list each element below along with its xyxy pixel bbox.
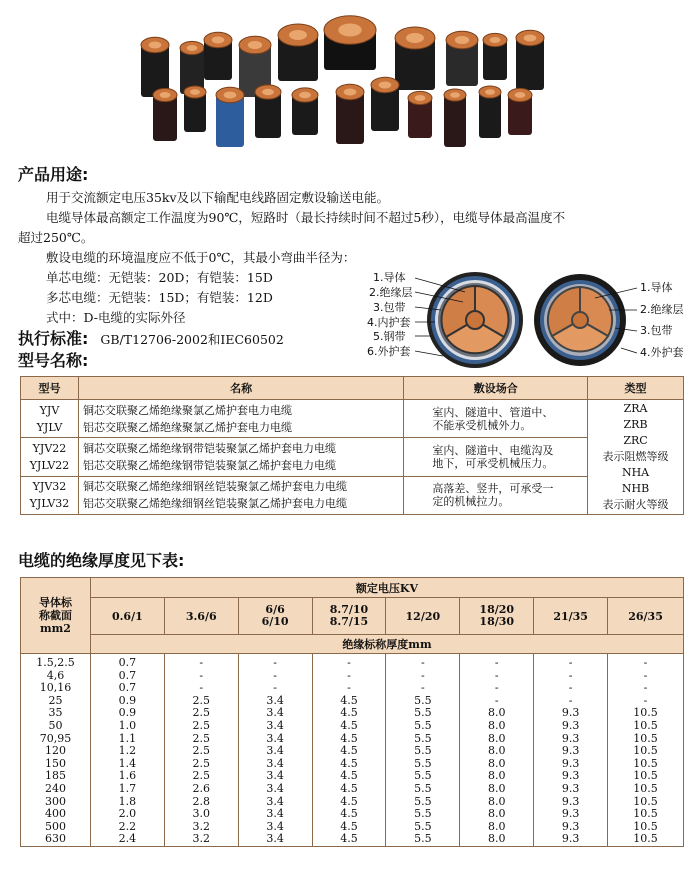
- thickness-cell: 9.3: [534, 821, 608, 834]
- section-cell: 10,16: [21, 682, 91, 695]
- cable-core: [415, 95, 426, 101]
- model-code: YJLV32: [29, 497, 70, 511]
- thickness-cell: 3.4: [238, 796, 312, 809]
- thickness-cell: 10.5: [608, 821, 684, 834]
- usage-line: 单芯电缆：无铠装：20D；有铠装：15D: [46, 270, 273, 285]
- thickness-cell: 8.0: [460, 808, 534, 821]
- section-cell: 400: [21, 808, 91, 821]
- thickness-cell: -: [534, 682, 608, 695]
- place-text: 不能承受机械外力。: [432, 418, 532, 432]
- thickness-cell: 1.2: [90, 745, 164, 758]
- table-row: [21, 783, 684, 796]
- table-row: [21, 682, 684, 695]
- thickness-cell: 3.4: [238, 821, 312, 834]
- thickness-cell: 4.5: [312, 833, 386, 846]
- model-cell: [21, 476, 79, 514]
- thickness-cell: 3.4: [238, 758, 312, 771]
- name-cell: [78, 438, 403, 476]
- usage-line: 用于交流额定电压35kv及以下输配电线路固定敷设输送电能。: [46, 190, 390, 205]
- section-cell: 50: [21, 720, 91, 733]
- type-code: ZRC: [623, 434, 648, 447]
- table-row: [21, 720, 684, 733]
- model-code: YJLV22: [29, 458, 70, 472]
- thickness-cell: 8.0: [460, 720, 534, 733]
- diagram-right-label: 2.绝缘层: [640, 303, 684, 316]
- diagram-right-label: 1.导体: [640, 281, 673, 294]
- section-cell: 120: [21, 745, 91, 758]
- thickness-cell: 3.4: [238, 695, 312, 708]
- thickness-cell: -: [608, 682, 684, 695]
- thickness-cell: 10.5: [608, 796, 684, 809]
- standard-label: 执行标准:: [18, 329, 89, 348]
- cable-core: [299, 92, 311, 99]
- section-cell: 300: [21, 796, 91, 809]
- thickness-cell: 2.5: [164, 733, 238, 746]
- cable-name: 铝芯交联聚乙烯绝缘细钢丝铠装聚氯乙烯护套电力电缆: [82, 497, 347, 511]
- thickness-cell: 8.0: [460, 796, 534, 809]
- thickness-cell: 2.5: [164, 770, 238, 783]
- cable-core: [515, 92, 526, 98]
- cable-core: [455, 36, 469, 44]
- cable-core: [160, 92, 171, 98]
- voltage-header: 21/35: [534, 598, 608, 635]
- thickness-cell: 0.7: [90, 682, 164, 695]
- thickness-cell: 1.4: [90, 758, 164, 771]
- thickness-cell: 5.5: [386, 796, 460, 809]
- thickness-cell: 2.0: [90, 808, 164, 821]
- thickness-cell: 8.0: [460, 770, 534, 783]
- thickness-cell: 9.3: [534, 783, 608, 796]
- cable-core: [187, 45, 198, 51]
- thickness-cell: -: [312, 654, 386, 670]
- column-header: 敷设场合: [404, 377, 588, 400]
- thickness-cell: 9.3: [534, 770, 608, 783]
- diagram-left-label: 5.钢带: [373, 330, 406, 343]
- diagram-left-label: 4.内护套: [367, 316, 411, 329]
- cable-core: [212, 37, 225, 44]
- thickness-cell: 4.5: [312, 720, 386, 733]
- thickness-cell: 5.5: [386, 695, 460, 708]
- thickness-cell: -: [460, 670, 534, 683]
- thickness-cell: -: [460, 682, 534, 695]
- thickness-cell: 10.5: [608, 707, 684, 720]
- thickness-cell: -: [534, 654, 608, 670]
- cable-core: [224, 92, 237, 99]
- diagram-left-label: 1.导体: [373, 271, 406, 284]
- standard-value: GB/T12706-2002和IEC60502: [100, 332, 284, 347]
- thickness-cell: 2.8: [164, 796, 238, 809]
- thickness-cell: 5.5: [386, 733, 460, 746]
- thickness-cell: -: [164, 654, 238, 670]
- thickness-cell: -: [238, 654, 312, 670]
- place-text: 地下，可承受机械压力。: [432, 456, 554, 470]
- thickness-cell: 9.3: [534, 808, 608, 821]
- section-cell: 70,95: [21, 733, 91, 746]
- type-code: NHB: [621, 482, 650, 495]
- place-cell: [404, 400, 588, 438]
- thickness-cell: 0.9: [90, 695, 164, 708]
- thickness-cell: 3.4: [238, 808, 312, 821]
- standard-row: [18, 326, 284, 349]
- place-cell: [404, 476, 588, 514]
- cable-product-photo: [0, 0, 700, 150]
- diagram-right-label: 3.包带: [640, 324, 673, 337]
- thickness-cell: 5.5: [386, 833, 460, 846]
- cable-core: [406, 33, 424, 43]
- table-row: [21, 438, 684, 476]
- thickness-cell: 10.5: [608, 720, 684, 733]
- thickness-cell: 10.5: [608, 733, 684, 746]
- thickness-cell: 2.6: [164, 783, 238, 796]
- thickness-cell: 5.5: [386, 821, 460, 834]
- thickness-cell: 4.5: [312, 758, 386, 771]
- thickness-cell: -: [386, 682, 460, 695]
- thickness-cell: 3.4: [238, 720, 312, 733]
- section-cell: 4,6: [21, 670, 91, 683]
- thickness-cell: -: [534, 695, 608, 708]
- thickness-cell: 9.3: [534, 745, 608, 758]
- thickness-cell: 2.5: [164, 720, 238, 733]
- thickness-cell: 0.7: [90, 654, 164, 670]
- usage-line: 式中：D-电缆的实际外径: [46, 310, 186, 325]
- thickness-cell: -: [164, 670, 238, 683]
- section-cell: 35: [21, 707, 91, 720]
- model-code: YJV: [39, 403, 60, 417]
- voltage-header: 8.7/10 8.7/15: [312, 598, 386, 635]
- thickness-cell: 5.5: [386, 783, 460, 796]
- thickness-cell: 8.0: [460, 745, 534, 758]
- table-row: [21, 833, 684, 846]
- thickness-cell: 10.5: [608, 770, 684, 783]
- table-row: [21, 745, 684, 758]
- column-header: 名称: [78, 377, 403, 400]
- thickness-cell: 2.5: [164, 745, 238, 758]
- thickness-cell: -: [238, 682, 312, 695]
- model-table-header: [21, 377, 684, 400]
- thickness-cell: 9.3: [534, 833, 608, 846]
- thickness-cell: 1.6: [90, 770, 164, 783]
- thickness-cell: 8.0: [460, 758, 534, 771]
- cross-section-diagrams: [355, 270, 700, 375]
- thickness-cell: -: [534, 670, 608, 683]
- cable-core: [338, 24, 361, 37]
- thickness-cell: -: [460, 654, 534, 670]
- corner-header: 导体标 称截面 mm2: [21, 578, 91, 654]
- thickness-cell: 3.4: [238, 733, 312, 746]
- cable-body: [479, 92, 501, 138]
- place-text: 室内、隧道中、电缆沟及: [432, 443, 554, 457]
- model-code: YJLV: [36, 420, 63, 434]
- cable-name: 铜芯交联聚乙烯绝缘钢带铠装聚氯乙烯护套电力电缆: [82, 441, 336, 455]
- voltage-title: 额定电压KV: [90, 578, 683, 598]
- name-cell: [78, 400, 403, 438]
- thickness-cell: -: [608, 695, 684, 708]
- voltage-header: 18/20 18/30: [460, 598, 534, 635]
- usage-heading: 产品用途:: [18, 165, 89, 184]
- thickness-cell: 10.5: [608, 745, 684, 758]
- thickness-cell: -: [312, 670, 386, 683]
- thickness-cell: 8.0: [460, 821, 534, 834]
- thickness-cell: 2.4: [90, 833, 164, 846]
- thickness-cell: 8.0: [460, 783, 534, 796]
- model-code: YJV22: [32, 441, 67, 455]
- thickness-cell: 2.2: [90, 821, 164, 834]
- cable-core: [289, 30, 307, 40]
- insulation-heading: 电缆的绝缘厚度见下表:: [18, 551, 185, 570]
- thickness-cell: 3.2: [164, 821, 238, 834]
- cable-core: [485, 89, 495, 95]
- thickness-cell: 4.5: [312, 821, 386, 834]
- diagram-left-label: 3.包带: [373, 301, 406, 314]
- thickness-cell: -: [608, 654, 684, 670]
- thickness-cell: -: [608, 670, 684, 683]
- thickness-cell: 9.3: [534, 707, 608, 720]
- cable-body: [444, 95, 466, 147]
- model-code: YJV32: [32, 480, 67, 494]
- thickness-cell: 8.0: [460, 733, 534, 746]
- cable-core: [490, 37, 501, 43]
- voltage-header: 26/35: [608, 598, 684, 635]
- table-row: [21, 400, 684, 438]
- diagram-right-label: 4.外护套: [640, 346, 684, 359]
- name-cell: [78, 476, 403, 514]
- thickness-cell: 4.5: [312, 808, 386, 821]
- thickness-cell: 8.0: [460, 707, 534, 720]
- cable-name: 铜芯交联聚乙烯绝缘细钢丝铠装聚氯乙烯护套电力电缆: [82, 480, 347, 494]
- section-cell: 1.5,2.5: [21, 654, 91, 670]
- diagram-left-label: 2.绝缘层: [369, 286, 413, 299]
- thickness-cell: 9.3: [534, 758, 608, 771]
- usage-line: 电缆导体最高额定工作温度为90℃，短路时（最长持续时间不超过5秒），电缆导体最高温度不: [46, 210, 566, 225]
- thickness-cell: 8.0: [460, 833, 534, 846]
- cable-core: [344, 89, 357, 96]
- type-code: ZRB: [623, 418, 648, 431]
- insulation-table: [20, 577, 684, 847]
- cable-core: [190, 89, 200, 95]
- voltage-header: 12/20: [386, 598, 460, 635]
- thickness-cell: 3.4: [238, 770, 312, 783]
- place-text: 高落差、竖井，可承受一: [432, 482, 554, 496]
- thickness-cell: 5.5: [386, 808, 460, 821]
- thickness-cell: 10.5: [608, 783, 684, 796]
- cable-name: 铜芯交联聚乙烯绝缘聚氯乙烯护套电力电缆: [82, 403, 292, 417]
- usage-line: 超过250℃。: [18, 230, 94, 245]
- thickness-cell: 2.5: [164, 695, 238, 708]
- thickness-cell: 4.5: [312, 783, 386, 796]
- model-cell: [21, 438, 79, 476]
- column-header: 型号: [21, 377, 79, 400]
- type-cell: [588, 400, 684, 515]
- type-note: 表示阻燃等级: [602, 450, 669, 463]
- cable-core: [262, 89, 274, 96]
- section-cell: 240: [21, 783, 91, 796]
- thickness-cell: 2.5: [164, 707, 238, 720]
- thickness-cell: 4.5: [312, 695, 386, 708]
- thickness-cell: -: [460, 695, 534, 708]
- usage-line: 敷设电缆的环境温度应不低于0℃，其最小弯曲半径为：: [46, 250, 356, 265]
- table-row: [21, 476, 684, 514]
- thickness-cell: 3.4: [238, 783, 312, 796]
- thickness-cell: -: [386, 654, 460, 670]
- type-note: 表示耐火等级: [602, 498, 669, 511]
- model-table: [20, 376, 684, 515]
- thickness-cell: -: [386, 670, 460, 683]
- thickness-cell: 1.7: [90, 783, 164, 796]
- thickness-cell: 1.1: [90, 733, 164, 746]
- thickness-cell: 4.5: [312, 770, 386, 783]
- cable-core: [149, 42, 162, 49]
- voltage-header: 3.6/6: [164, 598, 238, 635]
- place-text: 室内、隧道中、管道中、: [432, 405, 554, 419]
- thickness-cell: 9.3: [534, 733, 608, 746]
- thickness-cell: 9.3: [534, 796, 608, 809]
- place-cell: [404, 438, 588, 476]
- thickness-cell: 2.5: [164, 758, 238, 771]
- thickness-cell: 3.4: [238, 707, 312, 720]
- thickness-cell: 3.4: [238, 745, 312, 758]
- cable-core: [248, 41, 262, 49]
- thickness-cell: 0.7: [90, 670, 164, 683]
- place-text: 定的机械拉力。: [432, 495, 510, 509]
- thickness-cell: 5.5: [386, 720, 460, 733]
- diagram-left-label: 6.外护套: [367, 345, 411, 358]
- thickness-title: 绝缘标称厚度mm: [90, 635, 683, 654]
- section-cell: 185: [21, 770, 91, 783]
- thickness-cell: 10.5: [608, 758, 684, 771]
- thickness-cell: -: [312, 682, 386, 695]
- thickness-cell: 4.5: [312, 796, 386, 809]
- thickness-cell: 9.3: [534, 720, 608, 733]
- thickness-cell: 3.4: [238, 833, 312, 846]
- thickness-cell: 0.9: [90, 707, 164, 720]
- thickness-cell: 5.5: [386, 707, 460, 720]
- cable-name: 铝芯交联聚乙烯绝缘聚氯乙烯护套电力电缆: [82, 420, 292, 434]
- type-code: NHA: [621, 466, 650, 479]
- table-row: [21, 808, 684, 821]
- thickness-cell: 3.2: [164, 833, 238, 846]
- thickness-cell: 1.8: [90, 796, 164, 809]
- table-row: [21, 654, 684, 670]
- thickness-cell: 10.5: [608, 808, 684, 821]
- thickness-cell: 1.0: [90, 720, 164, 733]
- voltage-header: 0.6/1: [90, 598, 164, 635]
- section-cell: 500: [21, 821, 91, 834]
- thickness-cell: 3.0: [164, 808, 238, 821]
- column-header: 类型: [588, 377, 684, 400]
- thickness-cell: 10.5: [608, 833, 684, 846]
- unarmored-cable-section: [534, 274, 684, 366]
- thickness-cell: 5.5: [386, 758, 460, 771]
- usage-line: 多芯电缆：无铠装：15D；有铠装：12D: [46, 290, 273, 305]
- thickness-cell: -: [238, 670, 312, 683]
- model-cell: [21, 400, 79, 438]
- voltage-header: 6/6 6/10: [238, 598, 312, 635]
- voltage-row: [21, 598, 684, 635]
- cable-name: 铝芯交联聚乙烯绝缘钢带铠装聚氯乙烯护套电力电缆: [82, 458, 336, 472]
- thickness-cell: 5.5: [386, 745, 460, 758]
- thickness-cell: 5.5: [386, 770, 460, 783]
- thickness-cell: 4.5: [312, 707, 386, 720]
- cable-core: [379, 82, 392, 89]
- thickness-cell: -: [164, 682, 238, 695]
- section-cell: 630: [21, 833, 91, 846]
- section-cell: 150: [21, 758, 91, 771]
- cable-core: [450, 92, 460, 98]
- section-cell: 25: [21, 695, 91, 708]
- type-code: ZRA: [623, 402, 648, 415]
- model-heading: 型号名称:: [18, 351, 89, 370]
- armored-cable-section: [367, 270, 523, 368]
- cable-core: [524, 35, 537, 42]
- thickness-cell: 4.5: [312, 745, 386, 758]
- thickness-cell: 4.5: [312, 733, 386, 746]
